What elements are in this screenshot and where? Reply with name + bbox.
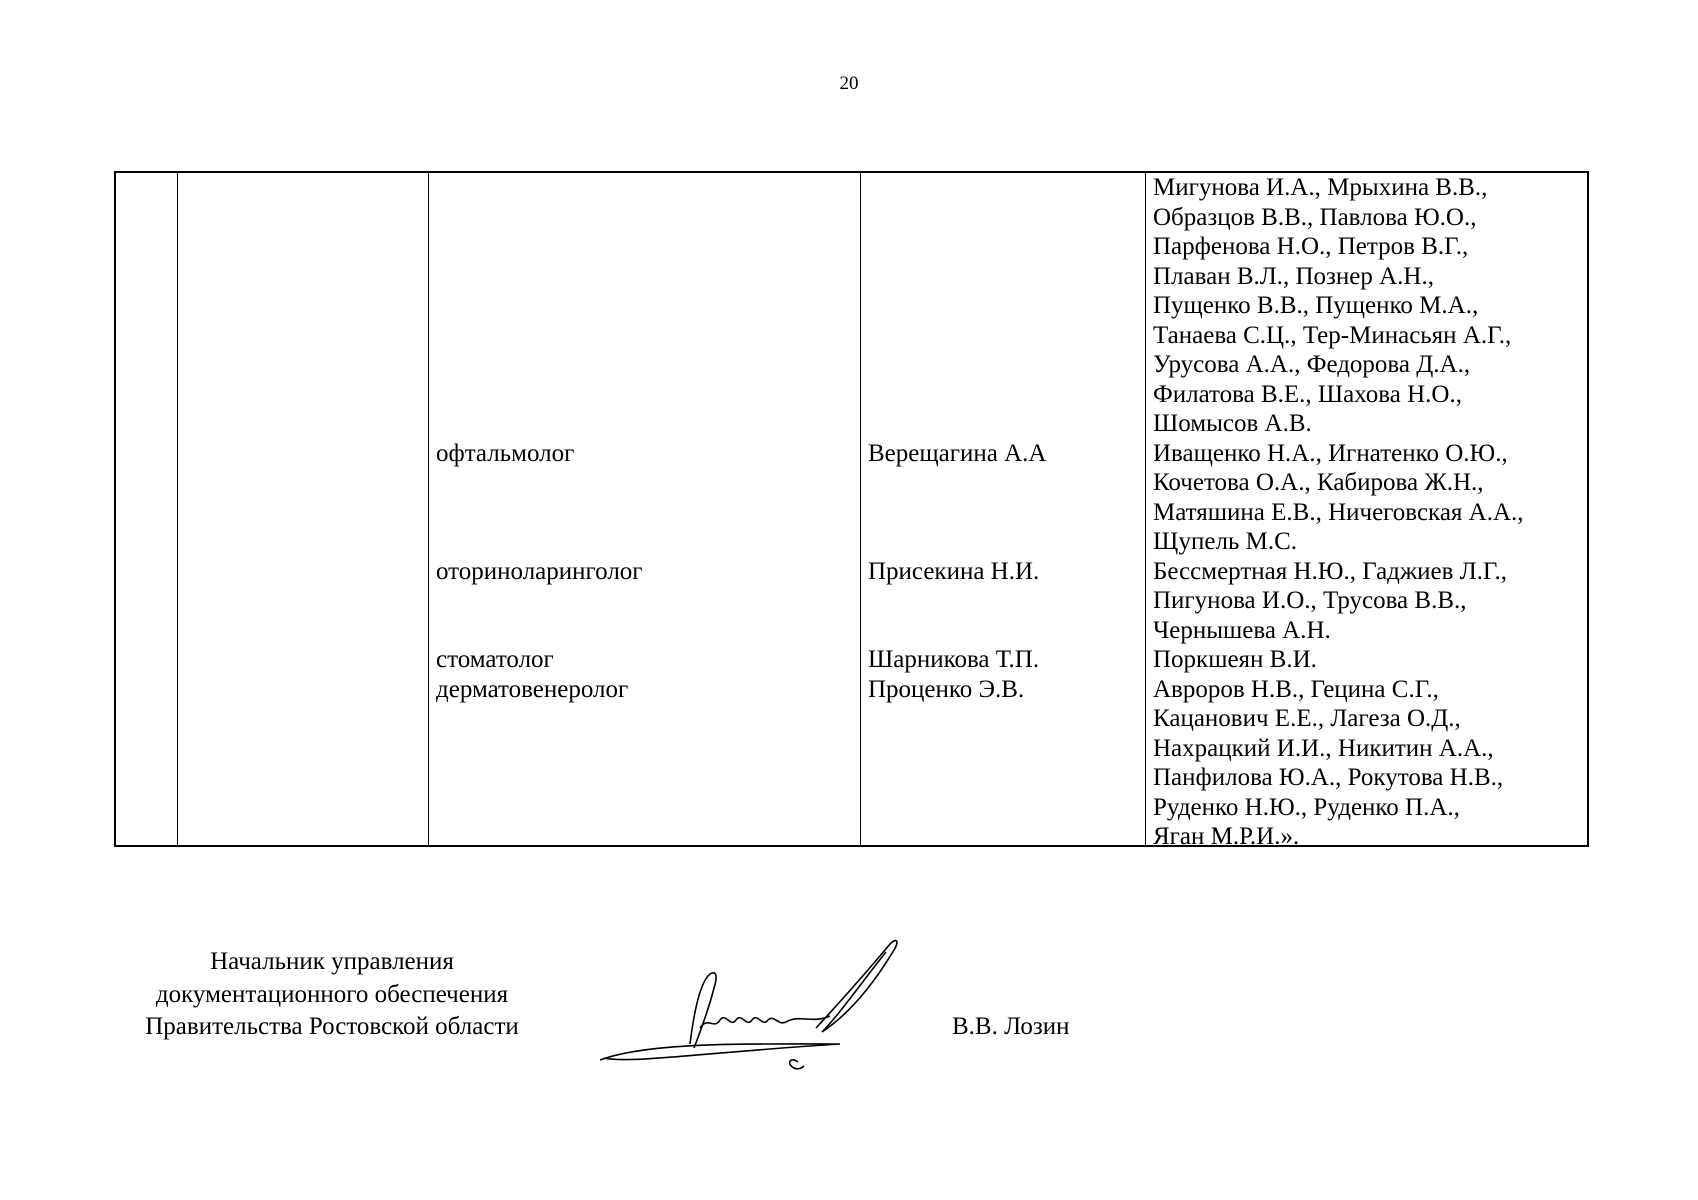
specialty-line <box>436 498 643 528</box>
specialty-line <box>436 616 643 646</box>
member-line: Бессмертная Н.Ю., Гаджиев Л.Г., <box>1153 557 1508 585</box>
chief-line <box>868 173 1046 203</box>
chief-line: Проценко Э.В. <box>868 675 1025 703</box>
specialty-line <box>436 262 643 292</box>
member-line: Пигунова И.О., Трусова В.В., <box>1153 587 1467 614</box>
member-line: Кацанович Е.Е., Лагеза О.Д., <box>1153 705 1461 732</box>
members-column <box>1153 173 1524 852</box>
member-line: Поркшеян В.И. <box>1153 646 1317 673</box>
chief-line <box>868 262 1046 292</box>
chief-line: Шарникова Т.П. <box>868 646 1040 673</box>
signer-position-line: Начальник управления <box>210 948 454 975</box>
member-line: Мигунова И.А., Мрыхина В.В., <box>1153 174 1488 201</box>
member-line: Пущенко В.В., Пущенко М.А., <box>1153 292 1479 319</box>
commission-table <box>114 171 1589 850</box>
signer-position-line: документационного обеспечения <box>155 980 509 1008</box>
member-line: Нахрацкий И.И., Никитин А.А., <box>1153 734 1494 762</box>
member-line: Матяшина Е.В., Ничеговская А.А., <box>1153 498 1524 526</box>
member-line: Шомысов А.В. <box>1153 410 1312 437</box>
chief-line <box>868 321 1046 351</box>
chief-line <box>868 586 1046 616</box>
column-divider <box>428 173 429 845</box>
specialty-column <box>436 173 643 704</box>
member-line: Иващенко Н.А., Игнатенко О.Ю., <box>1153 439 1508 467</box>
member-line: Руденко Н.Ю., Руденко П.А., <box>1153 793 1460 821</box>
chief-line <box>868 232 1046 262</box>
specialty-line <box>436 173 643 203</box>
chief-line <box>868 350 1046 380</box>
member-line: Яган М.Р.И.». <box>1153 823 1300 850</box>
specialty-line <box>436 380 643 410</box>
member-line: Щупель М.С. <box>1153 528 1298 555</box>
specialty-line <box>436 409 643 439</box>
member-line: Танаева С.Ц., Тер-Минасьян А.Г., <box>1153 321 1512 349</box>
member-line: Панфилова Ю.А., Рокутова Н.В., <box>1153 764 1504 791</box>
chief-line <box>868 380 1046 410</box>
specialty-line <box>436 203 643 233</box>
specialty-line: офтальмолог <box>436 439 575 467</box>
column-divider <box>860 173 861 845</box>
chief-line <box>868 527 1046 557</box>
member-line: Филатова В.Е., Шахова Н.О., <box>1153 380 1462 408</box>
member-line: Чернышева А.Н. <box>1153 616 1331 644</box>
specialty-line <box>436 321 643 351</box>
page-number: 20 <box>839 73 859 94</box>
chief-line <box>868 498 1046 528</box>
chief-line <box>868 468 1046 498</box>
specialty-line <box>436 527 643 557</box>
chief-column <box>868 173 1046 704</box>
specialty-line <box>436 468 643 498</box>
signer-position-line: Правительства Ростовской области <box>145 1013 519 1040</box>
chief-line: Верещагина А.А <box>868 439 1047 467</box>
chief-line <box>868 203 1046 233</box>
member-line: Авроров Н.В., Гецина С.Г., <box>1153 675 1439 703</box>
signer-name: В.В. Лозин <box>952 1013 1070 1040</box>
specialty-line <box>436 586 643 616</box>
chief-line <box>868 409 1046 439</box>
specialty-line: оториноларинголог <box>436 557 643 585</box>
chief-line <box>868 616 1046 646</box>
member-line: Плаван В.Л., Познер А.Н., <box>1153 262 1434 290</box>
specialty-line: стоматолог <box>436 646 554 673</box>
column-divider <box>177 173 178 845</box>
member-line: Кочетова О.А., Кабирова Ж.Н., <box>1153 469 1484 496</box>
member-line: Урусова А.А., Федорова Д.А., <box>1153 351 1471 378</box>
chief-line <box>868 291 1046 321</box>
specialty-line <box>436 350 643 380</box>
specialty-line <box>436 232 643 262</box>
member-line: Парфенова Н.О., Петров В.Г., <box>1153 233 1469 260</box>
member-line: Образцов В.В., Павлова Ю.О., <box>1153 203 1477 231</box>
column-divider <box>1145 173 1146 845</box>
specialty-line: дерматовенеролог <box>436 675 629 703</box>
chief-line: Присекина Н.И. <box>868 557 1040 585</box>
handwritten-signature <box>590 932 930 1072</box>
signer-position <box>112 946 552 1044</box>
specialty-line <box>436 291 643 321</box>
